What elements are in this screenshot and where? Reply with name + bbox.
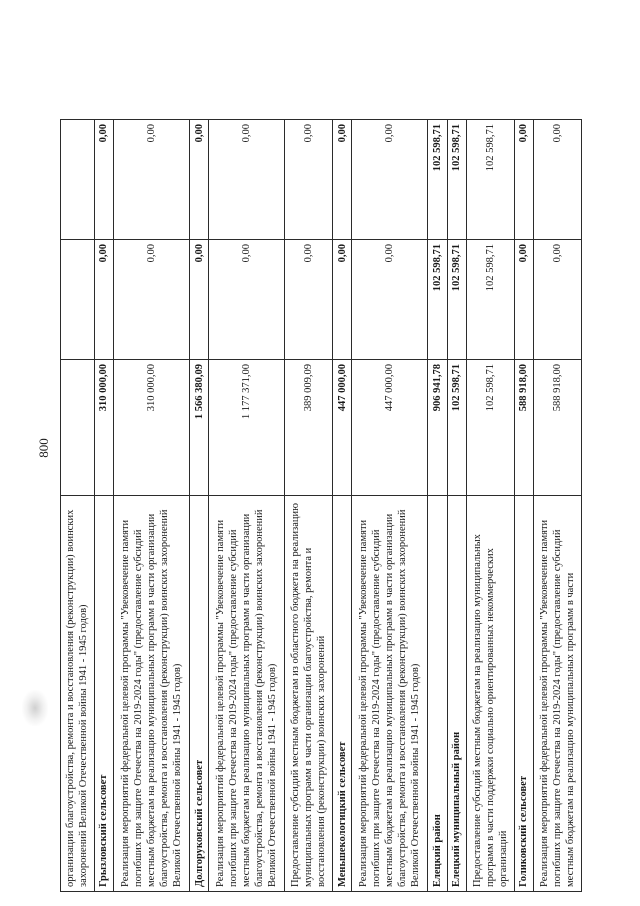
- row-value-2-cell: 102 598,71: [428, 240, 447, 360]
- group-row: [94, 120, 113, 892]
- row-name-cell: Меньшекологицкий сельсовет: [332, 496, 351, 892]
- table-row: [209, 120, 285, 892]
- row-name-cell: Реализация мероприятий федеральной целевой программы "Увековечение памяти погибших при защите Отечества на 2019-2024 годы" (предоставление субсидий местным бюджетам на реализацию муниципальных программ в части организации благоустройства, ремонта и восстановления (реконструкции) воинских захоронений Великой Отечественной войны 1941 - 1945 годов): [114, 496, 190, 892]
- row-value-3-cell: [61, 120, 95, 240]
- row-value-2-cell: 0,00: [514, 240, 533, 360]
- row-value-2-cell: 0,00: [285, 240, 333, 360]
- row-value-3-cell: 0,00: [209, 120, 285, 240]
- row-value-3-cell: 102 598,71: [428, 120, 447, 240]
- row-value-3-cell: 0,00: [332, 120, 351, 240]
- row-value-2-cell: 0,00: [332, 240, 351, 360]
- group-row: [447, 120, 466, 892]
- row-value-1-cell: 447 000,00: [352, 360, 428, 496]
- table-row: [61, 120, 95, 892]
- row-name-cell: Елецкий район: [428, 496, 447, 892]
- row-value-2-cell: 0,00: [94, 240, 113, 360]
- table-row: [114, 120, 190, 892]
- group-row: [428, 120, 447, 892]
- row-value-2-cell: 102 598,71: [467, 240, 515, 360]
- table-row: [285, 120, 333, 892]
- row-value-2-cell: 0,00: [209, 240, 285, 360]
- row-value-2-cell: 0,00: [534, 240, 582, 360]
- table-body: [61, 120, 582, 892]
- table-row: [534, 120, 582, 892]
- row-value-1-cell: 588 918,00: [514, 360, 533, 496]
- row-value-1-cell: 1 566 380,09: [189, 360, 208, 496]
- row-name-cell: Долгоруковский сельсовет: [189, 496, 208, 892]
- row-value-3-cell: 0,00: [114, 120, 190, 240]
- row-value-1-cell: 1 177 371,00: [209, 360, 285, 496]
- row-value-2-cell: 0,00: [189, 240, 208, 360]
- row-value-1-cell: 102 598,71: [447, 360, 466, 496]
- row-value-3-cell: 102 598,71: [447, 120, 466, 240]
- row-value-1-cell: 310 000,00: [94, 360, 113, 496]
- group-row: [189, 120, 208, 892]
- row-value-1-cell: 447 000,00: [332, 360, 351, 496]
- budget-table-rotated: [60, 120, 582, 892]
- scan-smudge: [22, 690, 48, 726]
- row-value-2-cell: [61, 240, 95, 360]
- row-name-cell: Предоставление субсидий местным бюджетам на реализацию муниципальных программ в части поддержки социально ориентированных некоммерческих организаций: [467, 496, 515, 892]
- table-row: [467, 120, 515, 892]
- row-value-3-cell: 0,00: [285, 120, 333, 240]
- row-name-cell: Грызловский сельсовет: [94, 496, 113, 892]
- budget-table: [60, 119, 582, 892]
- row-name-cell: Предоставление субсидий местным бюджетам из областного бюджета на реализацию муниципальных программ в части организации благоустройства, ремонта и восстановления (реконструкции) воинских захоронений: [285, 496, 333, 892]
- row-value-2-cell: 0,00: [114, 240, 190, 360]
- row-value-3-cell: 0,00: [534, 120, 582, 240]
- row-value-2-cell: 102 598,71: [447, 240, 466, 360]
- row-value-3-cell: 0,00: [94, 120, 113, 240]
- row-value-3-cell: 102 598,71: [467, 120, 515, 240]
- row-name-cell: Реализация мероприятий федеральной целевой программы "Увековечение памяти погибших при защите Отечества на 2019-2024 годы" (предоставление субсидий местным бюджетам на реализацию муниципальных программ в части организации благоустройства, ремонта и восстановления (реконструкции) воинских захоронений Великой Отечественной войны 1941 - 1945 годов): [352, 496, 428, 892]
- row-value-1-cell: 588 918,00: [534, 360, 582, 496]
- row-value-2-cell: 0,00: [352, 240, 428, 360]
- row-name-cell: Реализация мероприятий федеральной целевой программы "Увековечение памяти погибших при защите Отечества на 2019-2024 годы" (предоставление субсидий местным бюджетам на реализацию муниципальных программ в части организации благоустройства, ремонта и восстановления (реконструкции) воинских захоронений Великой Отечественной войны 1941 - 1945 годов): [209, 496, 285, 892]
- row-value-1-cell: 906 941,78: [428, 360, 447, 496]
- group-row: [332, 120, 351, 892]
- row-name-cell: Елецкий муниципальный район: [447, 496, 466, 892]
- row-name-cell: Реализация мероприятий федеральной целевой программы "Увековечение памяти погибших при защите Отечества на 2019-2024 годы" (предоставление субсидий местным бюджетам на реализацию муниципальных программ в части: [534, 496, 582, 892]
- row-value-1-cell: 310 000,00: [114, 360, 190, 496]
- row-value-3-cell: 0,00: [189, 120, 208, 240]
- table-row: [352, 120, 428, 892]
- group-row: [514, 120, 533, 892]
- row-name-cell: организации благоустройства, ремонта и восстановления (реконструкции) воинских захоронений Великой Отечественной войны 1941 - 1945 годов): [61, 496, 95, 892]
- row-value-3-cell: 0,00: [514, 120, 533, 240]
- row-value-1-cell: 102 598,71: [467, 360, 515, 496]
- row-value-1-cell: [61, 360, 95, 496]
- page-number: 800: [36, 438, 51, 458]
- row-value-1-cell: 389 009,09: [285, 360, 333, 496]
- row-name-cell: Голиковский сельсовет: [514, 496, 533, 892]
- row-value-3-cell: 0,00: [352, 120, 428, 240]
